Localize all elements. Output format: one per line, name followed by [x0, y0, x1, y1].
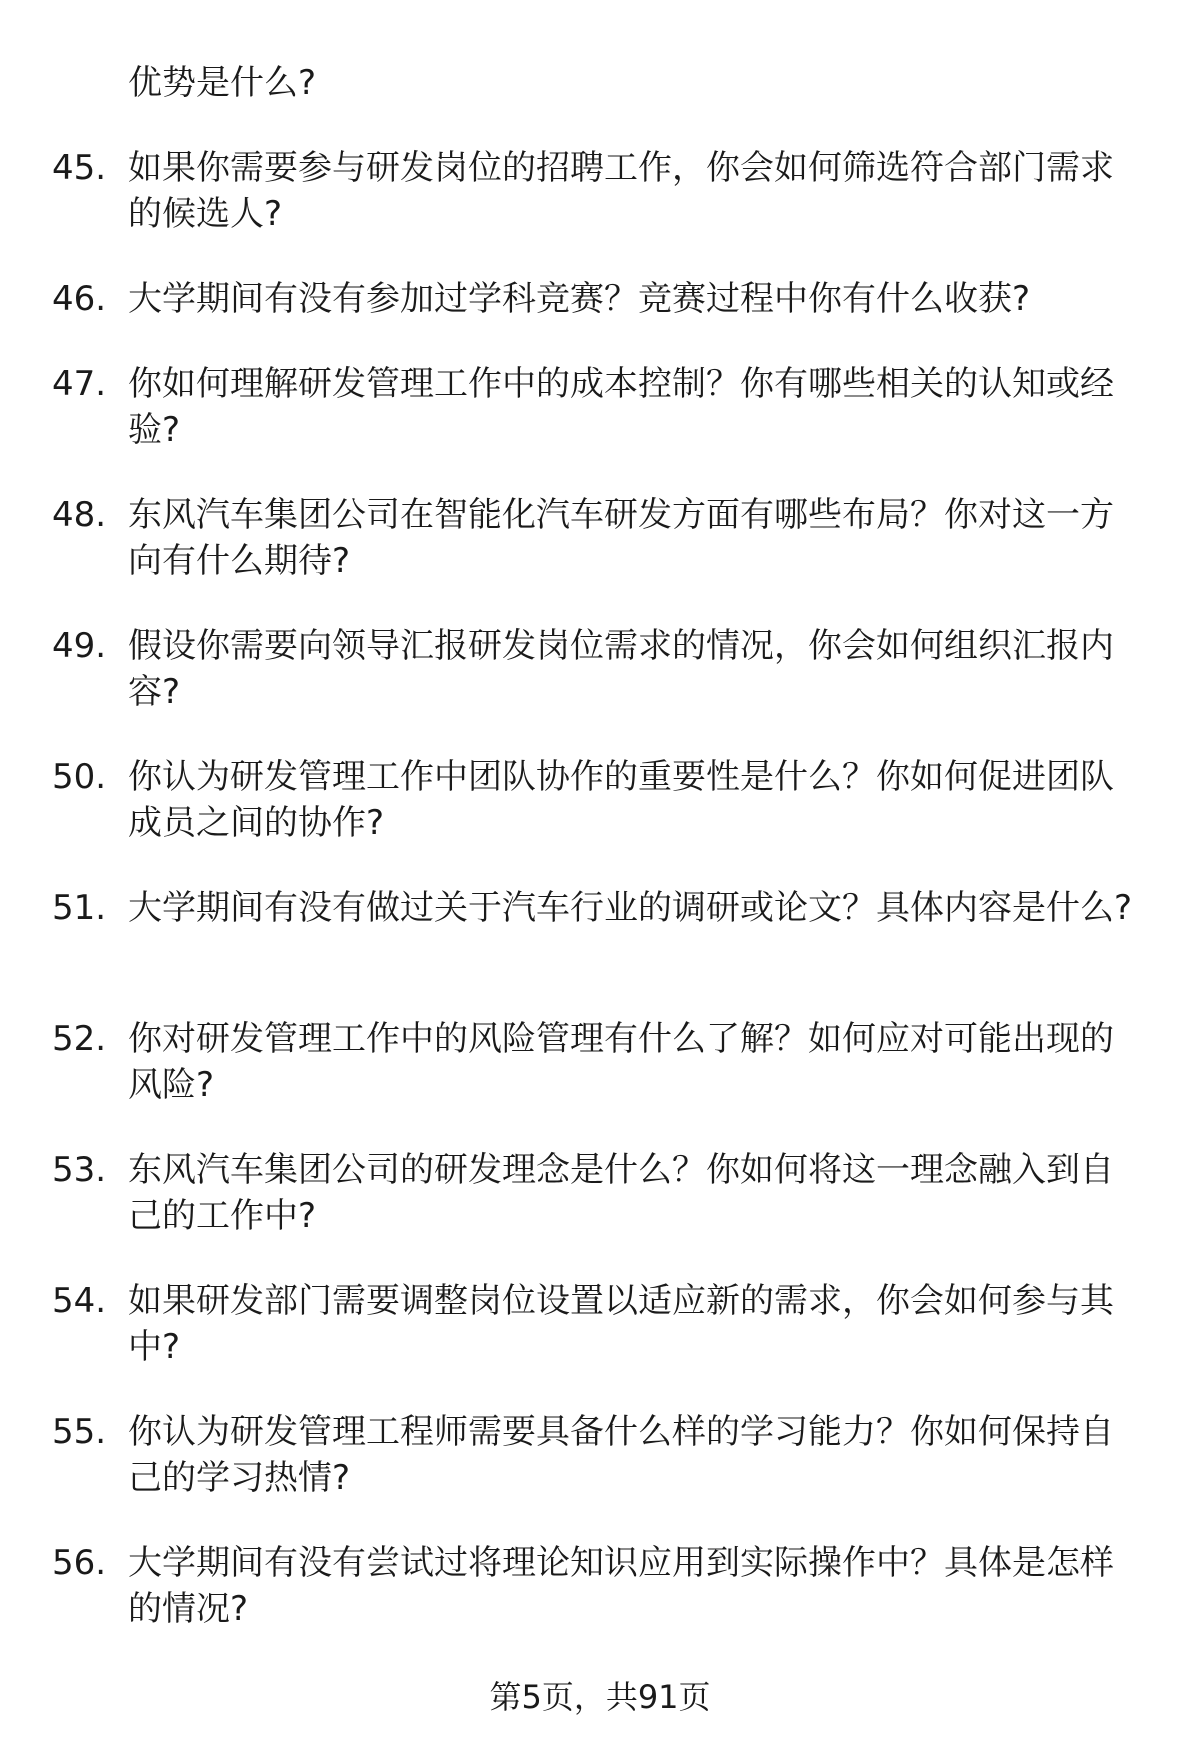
question-text: 东风汽车集团公司的研发理念是什么？你如何将这一理念融入到自己的工作中? — [128, 1150, 1114, 1236]
question-number: 55. — [52, 1412, 107, 1452]
list-item — [0, 754, 1200, 885]
question-number: 46. — [52, 279, 107, 319]
question-text: 你对研发管理工作中的风险管理有什么了解？如何应对可能出现的风险? — [128, 1019, 1114, 1105]
continued-question-text: 优势是什么? — [128, 63, 317, 103]
list-item — [0, 885, 1200, 1016]
question-list — [0, 145, 1200, 1671]
list-item — [0, 145, 1200, 276]
list-item — [0, 361, 1200, 492]
question-text: 如果你需要参与研发岗位的招聘工作，你会如何筛选符合部门需求的候选人? — [128, 148, 1114, 234]
question-number: 49. — [52, 626, 107, 666]
question-number: 48. — [52, 495, 107, 535]
question-number: 54. — [52, 1281, 107, 1321]
list-item — [0, 492, 1200, 623]
list-item — [0, 276, 1200, 361]
list-item — [0, 1147, 1200, 1278]
question-text: 大学期间有没有做过关于汽车行业的调研或论文？具体内容是什么? — [128, 888, 1133, 928]
page-number-footer: 第5页，共91页 — [489, 1678, 711, 1716]
list-item — [0, 1016, 1200, 1147]
question-number: 51. — [52, 888, 107, 928]
question-text: 大学期间有没有尝试过将理论知识应用到实际操作中？具体是怎样的情况? — [128, 1543, 1114, 1629]
question-text: 东风汽车集团公司在智能化汽车研发方面有哪些布局？你对这一方向有什么期待? — [128, 495, 1114, 581]
question-text: 你认为研发管理工作中团队协作的重要性是什么？你如何促进团队成员之间的协作? — [128, 757, 1114, 843]
question-number: 50. — [52, 757, 107, 797]
question-text: 你如何理解研发管理工作中的成本控制？你有哪些相关的认知或经验? — [128, 364, 1114, 450]
question-number: 47. — [52, 364, 107, 404]
question-number: 45. — [52, 148, 107, 188]
list-item — [0, 623, 1200, 754]
question-text: 如果研发部门需要调整岗位设置以适应新的需求，你会如何参与其中? — [128, 1281, 1114, 1367]
question-text: 大学期间有没有参加过学科竞赛？竞赛过程中你有什么收获? — [128, 279, 1031, 319]
question-number: 56. — [52, 1543, 107, 1583]
list-item — [0, 1540, 1200, 1671]
list-item — [0, 1278, 1200, 1409]
list-item — [0, 1409, 1200, 1540]
question-number: 53. — [52, 1150, 107, 1190]
question-number: 52. — [52, 1019, 107, 1059]
question-text: 假设你需要向领导汇报研发岗位需求的情况，你会如何组织汇报内容? — [128, 626, 1114, 712]
question-text: 你认为研发管理工程师需要具备什么样的学习能力？你如何保持自己的学习热情? — [128, 1412, 1114, 1498]
